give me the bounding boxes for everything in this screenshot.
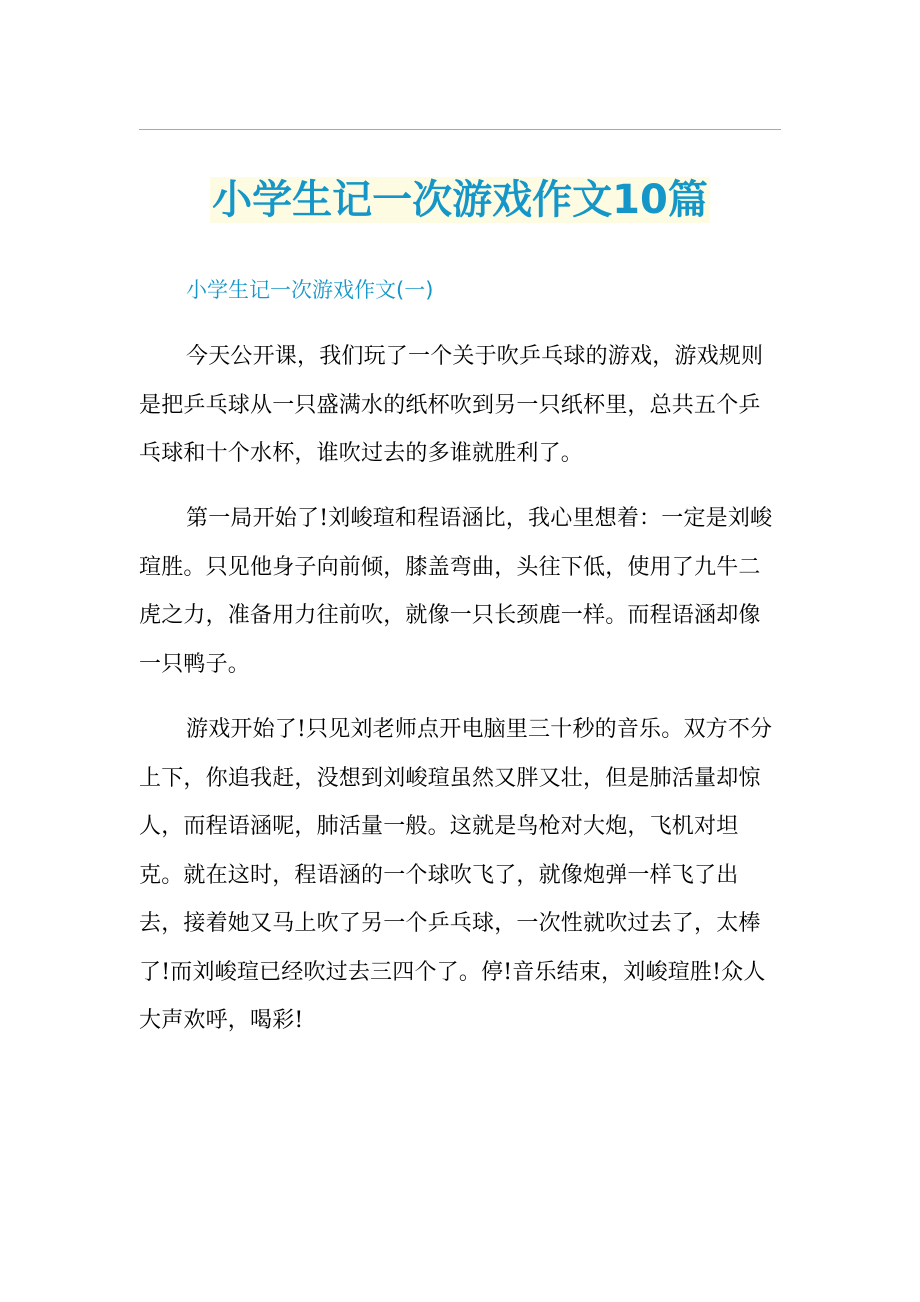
- section-heading: 小学生记一次游戏作文(一): [186, 278, 434, 302]
- page-title: [0, 173, 920, 227]
- page-title-text: 小学生记一次游戏作文10篇: [212, 176, 708, 223]
- paragraph: 今天公开课，我们玩了一个关于吹乒乓球的游戏，游戏规则是把乒乓球从一只盛满水的纸杯吹到另一只纸杯里，总共五个乒乓球和十个水杯，谁吹过去的多谁就胜利了。: [139, 344, 764, 466]
- header-divider: [139, 129, 781, 130]
- paragraph: 游戏开始了!只见刘老师点开电脑里三十秒的音乐。双方不分上下，你追我赶，没想到刘峻瑄虽然又胖又壮，但是肺活量却惊人，而程语涵呢，肺活量一般。这就是鸟枪对大炮，飞机对坦克。就在这时，程语涵的一个球吹飞了，就像炮弹一样飞了出去，接着她又马上吹了另一个乒乓球，一次性就吹过去了，太棒了!而刘峻瑄已经吹过去三四个了。停!音乐结束，刘峻瑄胜!众人大声欢呼，喝彩!: [139, 717, 773, 1033]
- paragraph: 第一局开始了!刘峻瑄和程语涵比，我心里想着：一定是刘峻瑄胜。只见他身子向前倾，膝盖弯曲，头往下低，使用了九牛二虎之力，准备用力往前吹，就像一只长颈鹿一样。而程语涵却像一只鸭子。: [139, 506, 773, 677]
